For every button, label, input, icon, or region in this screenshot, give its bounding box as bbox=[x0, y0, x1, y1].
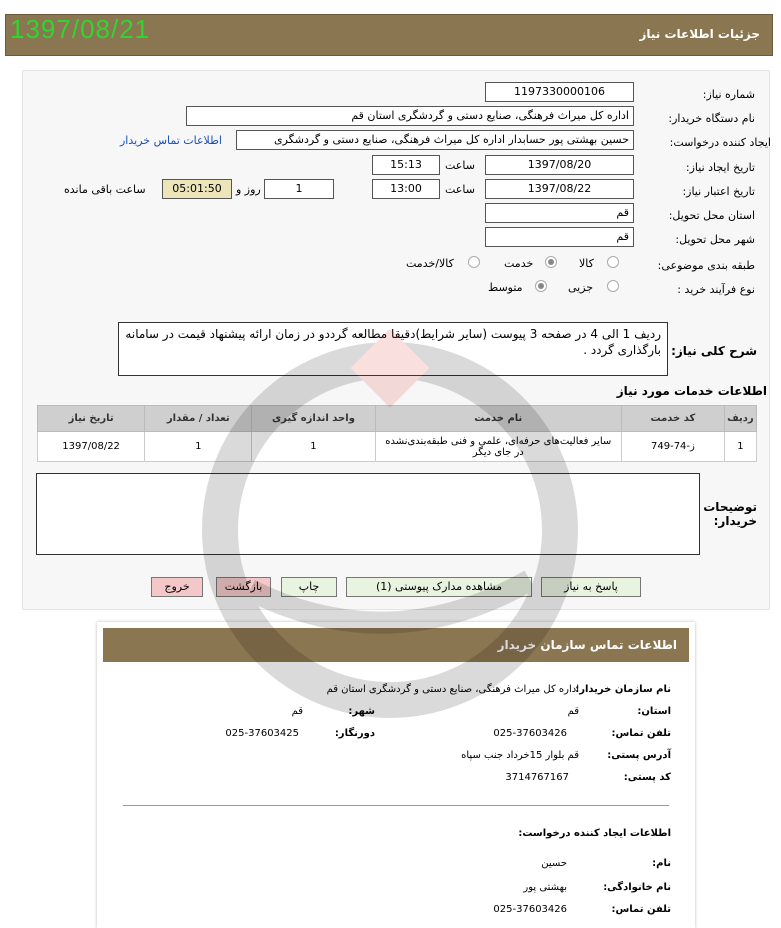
col-header-name: نام خدمت bbox=[375, 406, 621, 432]
need-number-field: 1197330000106 bbox=[485, 82, 634, 102]
buyer-notes-label: توضیحات خریدار: bbox=[703, 500, 757, 528]
category-goods-label: کالا bbox=[579, 257, 594, 270]
attachments-button[interactable]: مشاهده مدارک پیوستی (1) bbox=[346, 577, 532, 597]
back-button[interactable]: بازگشت bbox=[216, 577, 271, 597]
contact-city-value: قم bbox=[291, 706, 303, 717]
buyer-org-label: نام دستگاه خریدار: bbox=[668, 112, 755, 125]
description-label: شرح کلی نیاز: bbox=[671, 344, 757, 358]
cell-date: 1397/08/22 bbox=[38, 432, 145, 462]
contact-org-value: اداره کل میراث فرهنگی، صنایع دستی و گردشگری استان قم bbox=[326, 684, 579, 695]
cell-code: ز-74-749 bbox=[622, 432, 725, 462]
created-date-field: 1397/08/20 bbox=[485, 155, 634, 175]
reply-button[interactable]: پاسخ به نیاز bbox=[541, 577, 641, 597]
creator-first-name-value: حسین bbox=[541, 858, 567, 869]
valid-date-label: تاریخ اعتبار نیاز: bbox=[682, 185, 755, 198]
cell-name: سایر فعالیت‌های حرفه‌ای، علمی و فنی طبقه‌بندی‌نشده در جای دیگر bbox=[375, 432, 621, 462]
services-table-wrap bbox=[37, 405, 757, 462]
cell-unit: 1 bbox=[252, 432, 375, 462]
creator-label: ایجاد کننده درخواست: bbox=[669, 136, 771, 149]
contact-address-value: قم بلوار 15خرداد جنب سپاه bbox=[461, 750, 579, 761]
remaining-label: ساعت باقی مانده bbox=[64, 183, 146, 196]
province-label: استان محل تحویل: bbox=[668, 209, 755, 222]
city-label: شهر محل تحویل: bbox=[675, 233, 755, 246]
contact-card-header bbox=[103, 628, 689, 662]
buyer-contact-link[interactable]: اطلاعات تماس خریدار bbox=[120, 134, 222, 147]
col-header-code: کد خدمت bbox=[622, 406, 725, 432]
city-field: قم bbox=[485, 227, 634, 247]
days-label: روز و bbox=[236, 183, 261, 196]
province-field: قم bbox=[485, 203, 634, 223]
purchase-minor-radio[interactable] bbox=[607, 280, 619, 292]
created-time-field: 15:13 bbox=[372, 155, 440, 175]
contact-card-title: اطلاعات تماس سازمان خریدار bbox=[497, 638, 677, 652]
col-header-unit: واحد اندازه گیری bbox=[252, 406, 375, 432]
services-section-title: اطلاعات خدمات مورد نیاز bbox=[616, 384, 767, 398]
category-both-radio[interactable] bbox=[468, 256, 480, 268]
created-date-label: تاریخ ایجاد نیاز: bbox=[685, 161, 755, 174]
creator-first-name-label: نام: bbox=[652, 858, 671, 869]
purchase-medium-radio[interactable] bbox=[535, 280, 547, 292]
contact-phone-value: 025-37603426 bbox=[493, 728, 567, 739]
services-table bbox=[37, 405, 757, 462]
contact-province-label: استان: bbox=[637, 706, 671, 717]
creator-phone-label: تلفن تماس: bbox=[611, 904, 671, 915]
contact-fax-value: 025-37603425 bbox=[225, 728, 299, 739]
col-header-qty: تعداد / مقدار bbox=[145, 406, 252, 432]
contact-postal-value: 3714767167 bbox=[505, 772, 569, 783]
page-title: جزئیات اطلاعات نیاز bbox=[639, 27, 760, 41]
contact-postal-label: کد پستی: bbox=[623, 772, 671, 783]
creator-last-name-label: نام خانوادگی: bbox=[603, 882, 671, 893]
creator-last-name-value: بهشتی پور bbox=[523, 882, 567, 893]
purchase-type-label: نوع فرآیند خرید : bbox=[677, 283, 755, 296]
date-stamp: 1397/08/21 bbox=[10, 14, 151, 44]
valid-time-field: 13:00 bbox=[372, 179, 440, 199]
creator-phone-value: 025-37603426 bbox=[493, 904, 567, 915]
creator-field: حسین بهشتی پور حسابدار اداره کل میراث فرهنگی، صنایع دستی و گردشگری bbox=[236, 130, 634, 150]
contact-phone-label: تلفن تماس: bbox=[611, 728, 671, 739]
contact-card bbox=[97, 622, 695, 928]
contact-divider bbox=[123, 805, 669, 806]
created-time-label: ساعت bbox=[445, 159, 475, 172]
description-textarea[interactable]: ردیف 1 الی 4 در صفحه 3 پیوست (سایر شرایط)دقیقا مطالعه گرددو در زمان ارائه پیشنهاد قیمت در سامانه بارگذاری گردد . bbox=[118, 322, 668, 376]
valid-time-label: ساعت bbox=[445, 183, 475, 196]
buyer-notes-textarea[interactable] bbox=[36, 473, 700, 555]
print-button[interactable]: چاپ bbox=[281, 577, 337, 597]
cell-index: 1 bbox=[724, 432, 756, 462]
purchase-minor-label: جزیی bbox=[568, 281, 594, 294]
category-goods-radio[interactable] bbox=[607, 256, 619, 268]
category-label: طبقه بندی موضوعی: bbox=[657, 259, 755, 272]
remaining-time-field: 05:01:50 bbox=[162, 179, 232, 199]
services-header-row bbox=[38, 406, 757, 432]
buyer-org-field: اداره کل میراث فرهنگی، صنایع دستی و گردشگری استان قم bbox=[186, 106, 634, 126]
table-row bbox=[38, 432, 757, 462]
purchase-medium-label: متوسط bbox=[488, 281, 523, 294]
exit-button[interactable]: خروج bbox=[151, 577, 203, 597]
category-service-label: خدمت bbox=[504, 257, 534, 270]
cell-qty: 1 bbox=[145, 432, 252, 462]
category-service-radio[interactable] bbox=[545, 256, 557, 268]
category-both-label: کالا/خدمت bbox=[406, 257, 454, 270]
contact-province-value: قم bbox=[567, 706, 579, 717]
contact-fax-label: دورنگار: bbox=[334, 728, 375, 739]
need-number-label: شماره نیاز: bbox=[702, 88, 755, 101]
valid-date-field: 1397/08/22 bbox=[485, 179, 634, 199]
days-field: 1 bbox=[264, 179, 334, 199]
contact-address-label: آدرس پستی: bbox=[607, 750, 671, 761]
contact-city-label: شهر: bbox=[348, 706, 375, 717]
col-header-index: ردیف bbox=[724, 406, 756, 432]
col-header-date: تاریخ نیاز bbox=[38, 406, 145, 432]
creator-section-title: اطلاعات ایجاد کننده درخواست: bbox=[518, 828, 671, 839]
contact-org-label: نام سازمان خریدار: bbox=[575, 684, 671, 695]
